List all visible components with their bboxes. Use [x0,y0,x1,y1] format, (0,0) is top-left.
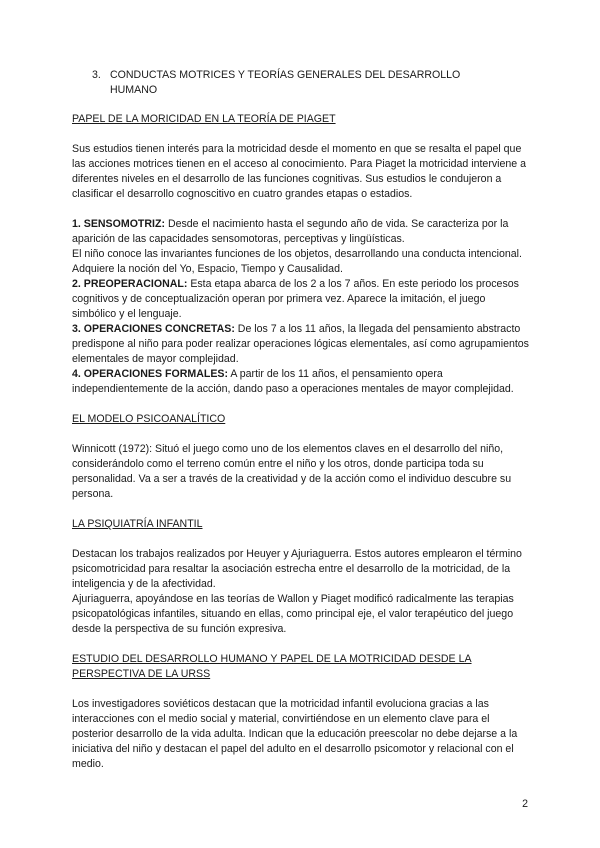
piaget-title: PAPEL DE LA MORICIDAD EN LA TEORÍA DE PIAGET [72,113,336,125]
psico-text: Winnicott (1972): Situó el juego como uno de los elementos claves en el desarrollo del niño, considerándolo como el terreno común entre el niño y los otros, donde participa toda su personalidad. Va a ser a través de la creatividad y de la acción como el individuo descubre su persona. [72,443,512,500]
psiq-paragraph-1: Destacan los trabajos realizados por Heuyer y Ajuriaguerra. Estos autores emplearon el término psicomotricidad para resaltar la asociación estrecha entre el desarrollo de la motricidad, de la inteligencia y de la afectividad. [72,548,522,590]
heading-number: 3. [92,69,101,81]
stage-4-text: A partir de los 11 años, el pensamiento opera independientemente de la acción, dando paso a operaciones mentales de mayor complejidad. [72,368,514,395]
stage-4 [72,367,532,397]
urss-title: ESTUDIO DEL DESARROLLO HUMANO Y PAPEL DE LA MOTRICIDAD DESDE LA PERSPECTIVA DE LA URSS [72,653,472,680]
stage-3 [72,322,532,367]
stage-1-text: Desde el nacimiento hasta el segundo año de vida. Se caracteriza por la aparición de las capacidades sensomotoras, perceptivas y lingüísticas. [72,218,509,245]
urss-text: Los investigadores soviéticos destacan que la motricidad infantil evoluciona gracias a las interacciones con el medio social y material, convirtiéndose en un elemento clave para el posterior desarrollo de la vida adulta. Indican que la educación preescolar no debe dejarse a la iniciativa del niño y destacan el papel del adulto en el desarrollo psicomotor y relacional con el medio. [72,698,518,770]
psiq-paragraph-2: Ajuriaguerra, apoyándose en las teorías de Wallon y Piaget modificó radicalmente las terapias psicopatológicas infantiles, situando en ellas, como principal eje, el valor terapéutico del juego desde la perspectiva de su función expresiva. [72,593,514,635]
stage-1-extra: El niño conoce las invariantes funciones de los objetos, desarrollando una conducta intencional. Adquiere la noción del Yo, Espacio, Tiempo y Causalidad. [72,248,522,275]
stage-3-text: De los 7 a los 11 años, la llegada del pensamiento abstracto predispone al niño para poder realizar operaciones lógicas elementales, así como agrupamientos elementales de mayor complejidad. [72,323,529,365]
stage-4-label: 4. OPERACIONES FORMALES: [72,368,228,380]
heading-text: CONDUCTAS MOTRICES Y TEORÍAS GENERALES DEL DESARROLLO HUMANO [110,69,461,96]
stage-3-label: 3. OPERACIONES CONCRETAS: [72,323,235,335]
psico-title: EL MODELO PSICOANALÍTICO [72,413,226,425]
stage-1-label: 1. SENSOMOTRIZ: [72,218,165,230]
stage-2-label: 2. PREOPERACIONAL: [72,278,188,290]
psiq-title: LA PSIQUIATRÍA INFANTIL [72,518,203,530]
piaget-intro: Sus estudios tienen interés para la motricidad desde el momento en que se resalta el papel que las acciones motrices tienen en el acceso al conocimiento. Para Piaget la motricidad interviene a diferentes niveles en el desarrollo de las funciones cognitivas. Sus estudios le condujeron a clasificar el desarrollo cognoscitivo en cuatro grandes etapas o estadios. [72,143,527,200]
stage-2-text: Esta etapa abarca de los 2 a los 7 años. En este periodo los procesos cognitivos y de conceptualización operan por primera vez. Aparece la imitación, el juego simbólico y el lenguaje. [72,278,519,320]
page-number: 2 [522,798,528,810]
stage-1 [72,217,532,247]
document-page [72,68,532,772]
section-heading [72,68,532,98]
stage-2 [72,277,532,322]
